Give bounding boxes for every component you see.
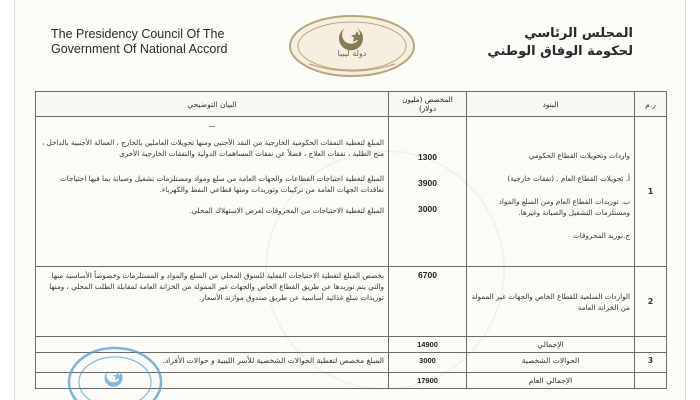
row3-description: المبلغ مخصص لتغطية الحوالات الشخصية للأسر الليبية و حوالات الأفراد. — [36, 353, 389, 373]
grand-total-label: الإجمالي العام — [467, 373, 635, 389]
row1-amounts — [389, 117, 467, 267]
header-allocation: المخصص (مليون دولار) — [389, 92, 467, 117]
row2-description: يخصص المبلغ لتغطية الاحتياجات الفعلية للسوق المحلي من السلع والمواد و المستلزمات وخصوصاً الأساسية منها والتي يتم توريدها عن طريق القطاع الخاص والجهات غير الممولة من الخزانة العامة لمقابلة الطلب المحلي ، ومنها توريدات سلع غذائية أساسية عن طريق صندوق موازنة الأسعار. — [36, 267, 389, 337]
document-page — [14, 0, 686, 400]
table-header-row — [36, 92, 667, 117]
english-letterhead — [51, 27, 291, 57]
row1-amount-a1: 1300 — [418, 152, 437, 162]
row2-amount — [389, 267, 467, 337]
table-row — [36, 267, 667, 337]
row3-items: الحوالات الشخصية — [467, 353, 635, 373]
subtotal-label: الإجمالي — [467, 337, 635, 353]
official-blue-stamp — [65, 346, 165, 400]
row2-items: الواردات السلعية للقطاع الخاص والجهات غير الممولة من الخزانة العامة — [467, 267, 635, 337]
row3-amount-value: 3000 — [419, 356, 436, 365]
state-emblem-seal — [287, 14, 417, 78]
english-letterhead-line2: Government Of National Accord — [51, 42, 228, 56]
subtotal-amount-value: 14900 — [417, 340, 438, 349]
row1-desc-a: المبلغ لتغطية النفقات الحكومية الخارجية من النقد الأجنبي ومنها تحويلات العاملين بالخارج ، العمالة الأجنبية بالداخل ، منح الطلبة ، نفقات العلاج ، فضلاً عن نفقات المساهمات الدولية والنفقات الخارجية الأخرى — [42, 138, 384, 158]
subtotal-empty-number — [635, 337, 667, 353]
row1-item-c: ج.توريد المحروقات — [573, 231, 630, 240]
header-items: البنود — [467, 92, 635, 117]
row1-item-a-title: واردات وتحويلات القطاع الحكومي — [528, 151, 630, 160]
subtotal-amount — [389, 337, 467, 353]
arabic-letterhead-line1: المجلس الرئاسي — [524, 26, 633, 41]
english-letterhead-line1: The Presidency Council Of The — [51, 27, 225, 41]
row1-item-b: ب. توريدات القطاع العام ومن السلع والمواد ومستلزمات التشغيل والصيانة وغيرها. — [498, 197, 630, 217]
seal-caption: دولة ليبيا — [337, 49, 367, 58]
arabic-letterhead — [423, 25, 633, 61]
header-number: ر.م — [635, 92, 667, 117]
grand-total-amount — [389, 373, 467, 389]
row1-items — [467, 117, 635, 267]
row1-description — [36, 117, 389, 267]
row2-number: 2 — [635, 267, 667, 337]
row1-amount-a2: 3900 — [418, 178, 437, 188]
row1-item-a-sub: أ. تحويلات القطاع العام . (نفقات خارجية) — [507, 174, 630, 183]
row1-number: 1 — [635, 117, 667, 267]
row1-amount-b: 3000 — [418, 204, 437, 214]
allocation-table — [35, 91, 667, 389]
row1-desc-c: المبلغ لتغطية الاحتياجات من المحروقات لغرض الاستهلاك المحلي. — [189, 206, 384, 215]
row1-dash: — — [208, 121, 216, 130]
row1-desc-b: المبلغ لتغطية احتياجات القطاعات والجهات العامة من سلع ومواد ومستلزمات تشغيل وصيانة بما فيها احتياجات تعاقدات الجهات العامة من تركيبات وتوريدات ومنها قطاعي النفط والكهرباء. — [59, 174, 384, 194]
row3-number: 3 — [635, 353, 667, 373]
grand-total-amount-value: 17900 — [417, 376, 438, 385]
table-row — [36, 117, 667, 267]
header-description: البيان التوضيحي — [36, 92, 389, 117]
row3-amount — [389, 353, 467, 373]
grand-total-empty-number — [635, 373, 667, 389]
row2-amount-value: 6700 — [418, 270, 437, 280]
arabic-letterhead-line2: لحكومة الوفاق الوطني — [487, 44, 633, 59]
